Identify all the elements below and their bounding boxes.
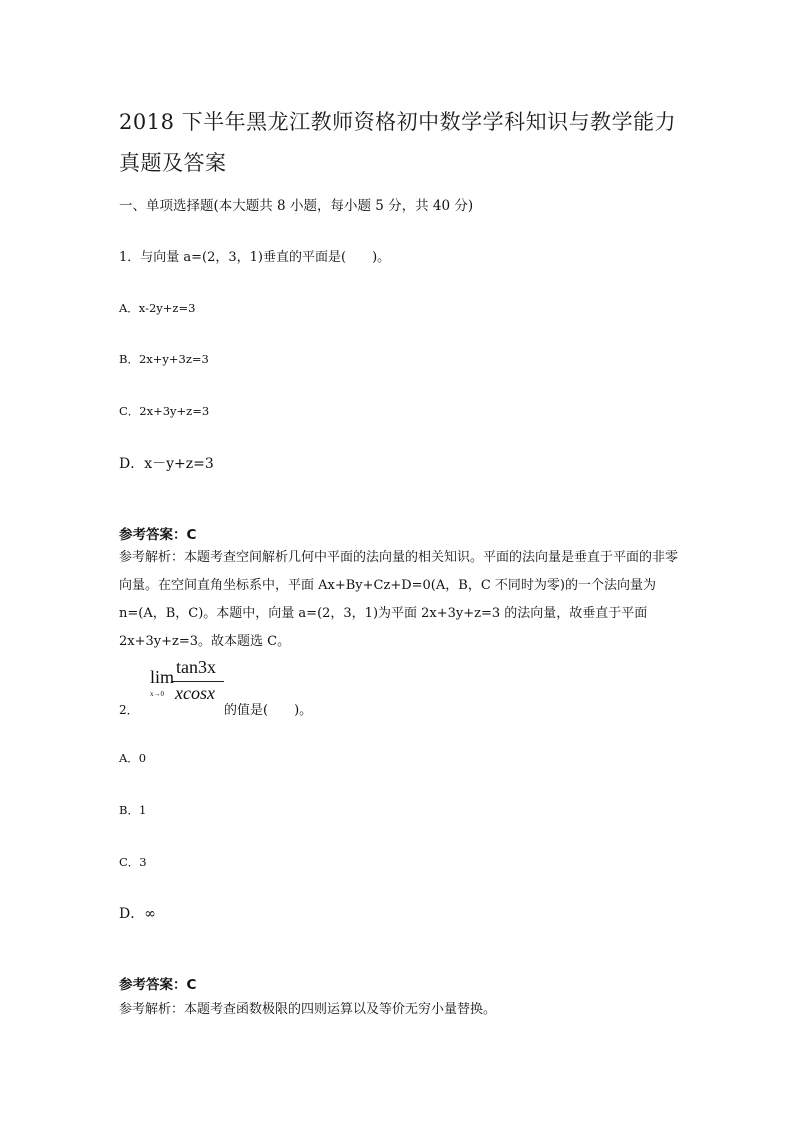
q1-option-c: C．2x+3y+z=3: [119, 404, 210, 418]
q2-option-c: C．3: [119, 855, 147, 869]
document-title-line1: 2018 下半年黑龙江教师资格初中数学学科知识与教学能力: [119, 110, 677, 134]
q1-analysis: 参考解析：本题考查空间解析几何中平面的法向量的相关知识。平面的法向量是垂直于平面的非零向量。在空间直角坐标系中，平面 Ax+By+Cz+D=0(A，B，C 不同时为零)的一个法向量为 n=(A，B，C)。本题中，向量 a=(2，3，1)为平面 2x+3y+z=3 的法向量，故垂直于平面 2x+3y+z=3。故本题选 C。: [119, 550, 679, 649]
question-2-number: 2．: [119, 703, 139, 717]
question-1-stem: 1．与向量 a=(2，3，1)垂直的平面是( )。: [119, 250, 391, 265]
q1-answer: 参考答案：C: [119, 527, 197, 543]
q2-option-a: A．0: [119, 751, 147, 765]
q1-option-d: D．x－y+z=3: [119, 456, 214, 472]
question-2-stem: 的值是( )。: [224, 703, 313, 718]
q2-answer: 参考答案：C: [119, 977, 197, 993]
q2-fraction-denominator: xcosx: [175, 683, 215, 703]
q1-option-b: B．2x+y+3z=3: [119, 352, 209, 366]
q2-fraction-bar: [172, 681, 224, 682]
q1-option-a: A．x-2y+z=3: [119, 301, 196, 315]
q2-limit-operator: lim: [150, 667, 175, 687]
q2-option-d: D．∞: [119, 906, 156, 922]
q2-analysis: 参考解析：本题考查函数极限的四则运算以及等价无穷小量替换。: [119, 1002, 497, 1017]
q2-limit-subscript: x→0: [150, 690, 164, 698]
document-title-line2: 真题及答案: [119, 151, 227, 175]
q2-fraction-numerator: tan3x: [176, 657, 216, 677]
section-heading: 一、单项选择题(本大题共 8 小题，每小题 5 分，共 40 分): [119, 198, 474, 214]
q2-option-b: B．1: [119, 803, 147, 817]
